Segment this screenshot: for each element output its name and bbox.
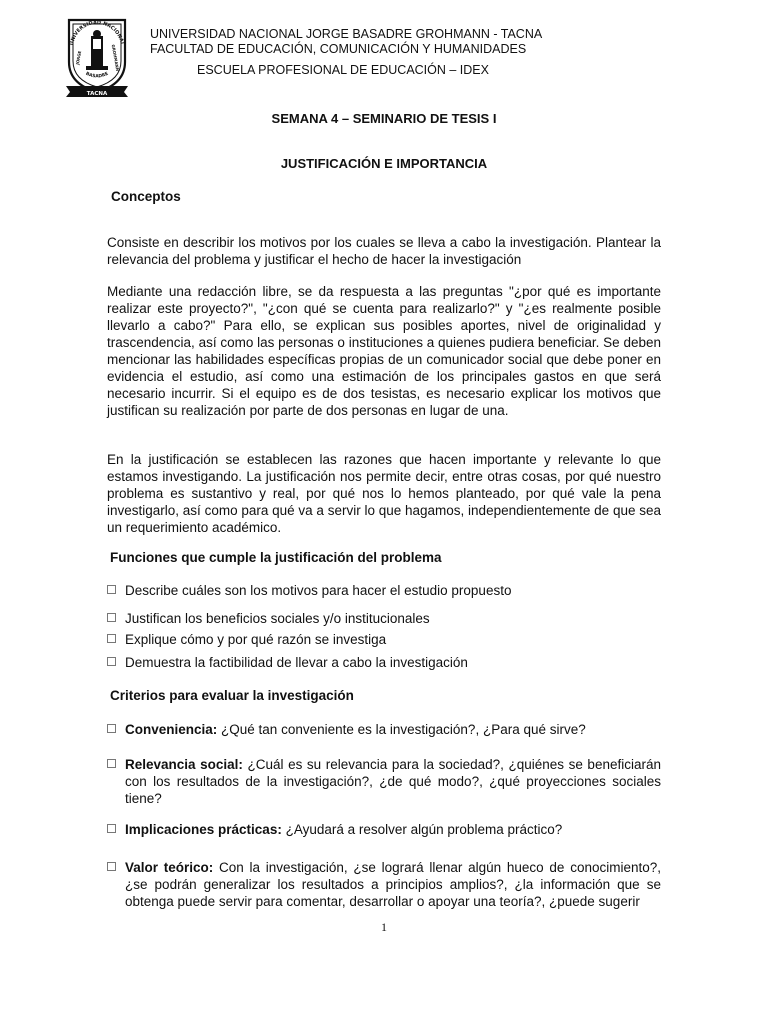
list-item: Explique cómo y por qué razón se investiga <box>107 631 661 648</box>
bullet-box-icon <box>107 862 116 871</box>
list-item: Justifican los beneficios sociales y/o institucionales <box>107 610 661 627</box>
section-heading-funciones: Funciones que cumple la justificación del problema <box>110 550 442 565</box>
svg-text:TACNA: TACNA <box>86 91 108 97</box>
bullet-box-icon <box>107 759 116 768</box>
svg-text:GROHMANN: GROHMANN <box>110 44 121 72</box>
page-number: 1 <box>381 920 387 934</box>
bullet-box-icon <box>107 724 116 733</box>
bullet-box-icon <box>107 585 116 594</box>
section-heading-criterios: Criterios para evaluar la investigación <box>110 688 354 703</box>
bullet-box-icon <box>107 824 116 833</box>
document-subtitle: JUSTIFICACIÓN E IMPORTANCIA <box>280 156 488 171</box>
document-title: SEMANA 4 – SEMINARIO DE TESIS I <box>271 111 497 126</box>
university-name: UNIVERSIDAD NACIONAL JORGE BASADRE GROHMANN - TACNA <box>150 27 543 41</box>
list-item: Demuestra la factibilidad de llevar a cabo la investigación <box>107 654 661 671</box>
criterion-item: Valor teórico: Con la investigación, ¿se logrará llenar algún hueco de conocimiento?, ¿se podrán generalizar los resultados a principios amplios?, ¿la información que se obtenga puede servir para comentar, desarrollar o apoyar una teoría?, ¿puede sugerir <box>107 859 661 910</box>
svg-text:UNIVERSIDAD NACIONAL: UNIVERSIDAD NACIONAL <box>69 19 125 46</box>
paragraph-3: En la justificación se establecen las razones que hacen importante y relevante lo que estamos investigando. La justificación nos permite decir, entre otras cosas, por qué nuestro problema es sustantivo y real, por qué nos lo hemos planteado, por qué vale la pena investigarlo, así como para qué va a servir lo que hagamos, independientemente de que sea un requerimiento académico. <box>107 452 661 535</box>
paragraph-2: Mediante una redacción libre, se da respuesta a las preguntas "¿por qué es importante realizar este proyecto?", "¿con qué se cuenta para realizarlo?" y "¿es realmente posible llevarlo a cabo?" Para ello, se explican sus posibles aportes, nivel de originalidad y trascendencia, así como las personas o instituciones a quienes pudiera beneficiar. Se deben mencionar las habilidades específicas propias de un comunicador social que debe poner en evidencia el estudio, así como una estimación de los principales gastos en que será necesario incurrir. Si el equipo es de dos tesistas, es necesario explicar los motivos que justifican su realización por parte de dos personas en lugar de una. <box>107 284 661 418</box>
faculty-name: FACULTAD DE EDUCACIÓN, COMUNICACIÓN Y HUMANIDADES <box>150 42 527 56</box>
criterion-item: Implicaciones prácticas: ¿Ayudará a resolver algún problema práctico? <box>107 821 661 838</box>
list-item: Describe cuáles son los motivos para hacer el estudio propuesto <box>107 582 661 599</box>
criterion-item: Relevancia social: ¿Cuál es su relevancia para la sociedad?, ¿quiénes se beneficiarán con los resultados de la investigación?, ¿de qué modo?, ¿qué proyecciones sociales tiene? <box>107 756 661 807</box>
criterion-item: Conveniencia: ¿Qué tan conveniente es la investigación?, ¿Para qué sirve? <box>107 721 661 738</box>
school-name: ESCUELA PROFESIONAL DE EDUCACIÓN – IDEX <box>197 63 489 77</box>
bullet-box-icon <box>107 657 116 666</box>
university-seal-icon <box>64 14 130 98</box>
svg-text:JORGE: JORGE <box>74 50 83 66</box>
paragraph-1: Consiste en describir los motivos por los cuales se lleva a cabo la investigación. Plantear la relevancia del problema y justificar el hecho de hacer la investigación <box>107 235 661 267</box>
svg-text:BASADRE: BASADRE <box>84 71 110 80</box>
section-heading-conceptos: Conceptos <box>111 189 181 204</box>
bullet-box-icon <box>107 634 116 643</box>
bullet-box-icon <box>107 613 116 622</box>
